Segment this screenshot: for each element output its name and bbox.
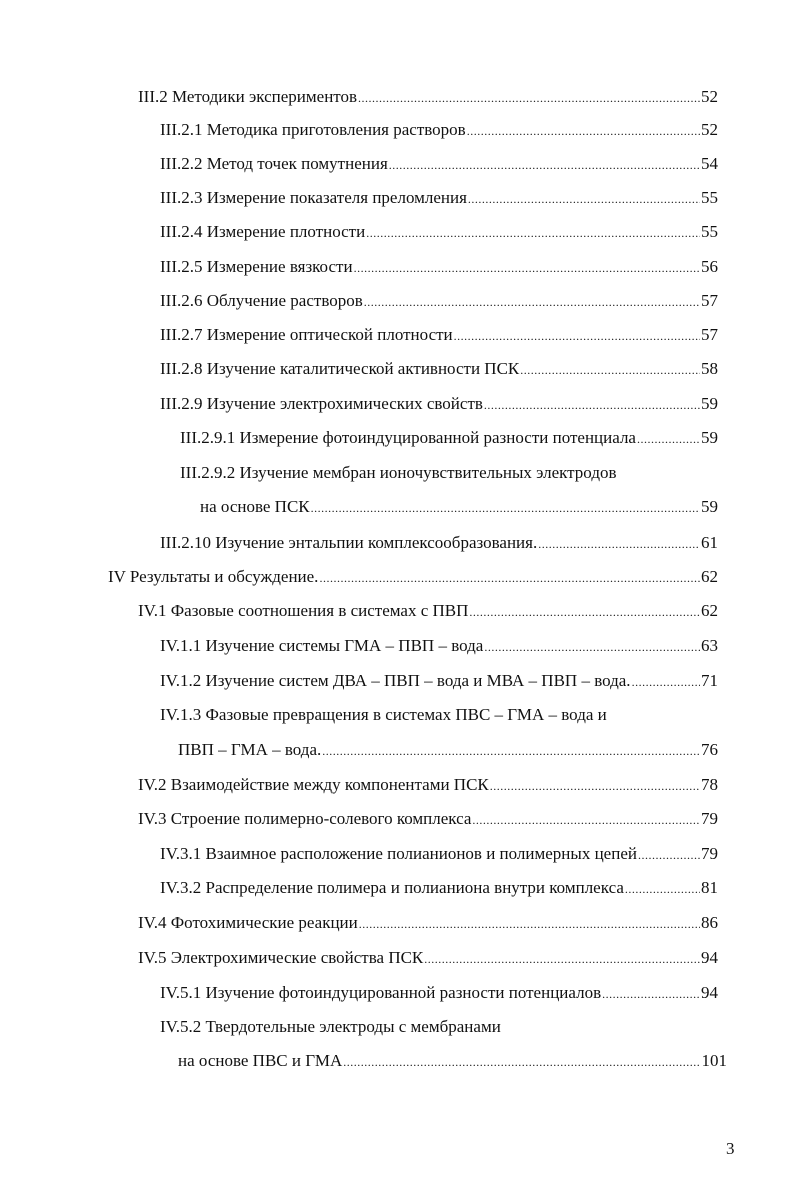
toc-entry bbox=[160, 393, 718, 416]
toc-entry-title: III.2.6 Облучение растворов bbox=[160, 291, 363, 310]
toc-entry bbox=[160, 119, 718, 142]
toc-entry-page: 57 bbox=[701, 291, 718, 310]
toc-leader bbox=[389, 154, 700, 176]
toc-entry-title-line1: IV.5.2 Твердотельные электроды с мембранами bbox=[160, 1017, 501, 1036]
toc-entry-title: IV.5 Электрохимические свойства ПСК bbox=[138, 948, 424, 967]
toc-entry-title: III.2.10 Изучение энтальпии комплексообразования. bbox=[160, 533, 538, 552]
toc-entry bbox=[160, 635, 718, 658]
toc-entry-title: III.2.9.1 Измерение фотоиндуцированной разности потенциала bbox=[180, 428, 636, 447]
toc-entry-title: IV.3.1 Взаимное расположение полианионов и полимерных цепей bbox=[160, 844, 637, 863]
toc-entry-page: 62 bbox=[701, 567, 718, 586]
toc-leader bbox=[343, 1051, 700, 1073]
toc-leader bbox=[538, 533, 700, 555]
toc-entry bbox=[138, 912, 718, 935]
toc-entry-title: IV.5.1 Изучение фотоиндуцированной разности потенциалов bbox=[160, 983, 602, 1002]
toc-leader bbox=[469, 601, 700, 623]
toc-leader bbox=[364, 291, 700, 313]
toc-entry-page: 55 bbox=[701, 222, 718, 241]
toc-entry-title: III.2.9 Изучение электрохимических свойств bbox=[160, 394, 483, 413]
toc-entry-title-line1: IV.1.3 Фазовые превращения в системах ПВС – ГМА – вода и bbox=[160, 705, 607, 724]
toc-entry bbox=[180, 427, 718, 450]
toc-entry-page: 59 bbox=[701, 497, 718, 516]
toc-entry-title: IV.1.2 Изучение систем ДВА – ПВП – вода и МВА – ПВП – вода. bbox=[160, 671, 631, 690]
toc-leader bbox=[637, 428, 700, 450]
toc-leader bbox=[602, 983, 700, 1005]
toc-entry bbox=[160, 358, 718, 381]
toc-entry-page: 86 bbox=[701, 913, 718, 932]
toc-entry bbox=[160, 843, 718, 866]
toc-entry-page: 59 bbox=[701, 394, 718, 413]
toc-entry-page: 54 bbox=[701, 154, 718, 173]
toc-entry bbox=[138, 774, 718, 797]
toc-leader bbox=[358, 87, 700, 109]
toc-entry-page: 81 bbox=[701, 878, 718, 897]
toc-leader bbox=[359, 913, 700, 935]
toc-leader bbox=[322, 740, 700, 762]
toc-entry-title: IV.1 Фазовые соотношения в системах с ПВП bbox=[138, 601, 469, 620]
toc-entry-page: 57 bbox=[701, 325, 718, 344]
toc-entry bbox=[160, 670, 718, 693]
toc-leader bbox=[625, 878, 700, 900]
page-number: 3 bbox=[726, 1139, 735, 1158]
toc-leader bbox=[638, 844, 700, 866]
toc-entry-title: III.2.1 Методика приготовления растворов bbox=[160, 120, 466, 139]
toc-entry-page: 52 bbox=[701, 120, 718, 139]
toc-entry-title: IV.1.1 Изучение системы ГМА – ПВП – вода bbox=[160, 636, 484, 655]
toc-entry-title: IV Результаты и обсуждение. bbox=[108, 567, 319, 586]
toc-leader bbox=[632, 671, 700, 693]
toc-entry-title: III.2.5 Измерение вязкости bbox=[160, 257, 353, 276]
toc-entry bbox=[160, 221, 718, 244]
toc-entry-title: IV.2 Взаимодействие между компонентами ПСК bbox=[138, 775, 489, 794]
toc-leader bbox=[484, 394, 700, 416]
toc-leader bbox=[354, 257, 700, 279]
toc-entry-page: 78 bbox=[701, 775, 718, 794]
toc-entry-page: 79 bbox=[701, 844, 718, 863]
toc-entry-title-line2: на основе ПВС и ГМА bbox=[178, 1051, 343, 1070]
toc-entry-page: 61 bbox=[701, 533, 718, 552]
toc-leader bbox=[468, 188, 700, 210]
toc-leader bbox=[520, 359, 700, 381]
toc-entry-title: III.2.4 Измерение плотности bbox=[160, 222, 366, 241]
toc-entry-title-line1: III.2.9.2 Изучение мембран ионочувствительных электродов bbox=[180, 463, 617, 482]
toc-entry-title: IV.3.2 Распределение полимера и полианиона внутри комплекса bbox=[160, 878, 624, 897]
toc-entry-page: 79 bbox=[701, 809, 718, 828]
toc-leader bbox=[467, 120, 700, 142]
toc-entry bbox=[160, 324, 718, 347]
toc-entry bbox=[138, 600, 718, 623]
toc-entry-page: 101 bbox=[701, 1051, 727, 1070]
toc-entry bbox=[108, 566, 718, 589]
toc-entry-page: 52 bbox=[701, 87, 718, 106]
toc-entry bbox=[160, 290, 718, 313]
toc-leader bbox=[424, 948, 700, 970]
toc-entry bbox=[178, 1050, 727, 1073]
toc-entry bbox=[160, 532, 718, 555]
toc-leader bbox=[311, 497, 700, 519]
toc-entry-title: III.2.2 Метод точек помутнения bbox=[160, 154, 388, 173]
toc-entry-page: 58 bbox=[701, 359, 718, 378]
toc-leader bbox=[319, 567, 700, 589]
toc-entry-page: 76 bbox=[701, 740, 718, 759]
toc-entry-page: 71 bbox=[701, 671, 718, 690]
toc-entry bbox=[160, 187, 718, 210]
toc-entry-title: III.2.7 Измерение оптической плотности bbox=[160, 325, 453, 344]
toc-entry-page: 62 bbox=[701, 601, 718, 620]
toc-entry-title: IV.4 Фотохимические реакции bbox=[138, 913, 358, 932]
toc-entry-page: 59 bbox=[701, 428, 718, 447]
toc-entry-title: III.2 Методики экспериментов bbox=[138, 87, 358, 106]
toc-entry-title-line2: на основе ПСК bbox=[200, 497, 310, 516]
toc-entry-title: IV.3 Строение полимерно-солевого комплекса bbox=[138, 809, 472, 828]
toc-entry bbox=[138, 808, 718, 831]
toc-entry bbox=[178, 739, 718, 762]
toc-entry-page: 55 bbox=[701, 188, 718, 207]
toc-entry-title-line2: ПВП – ГМА – вода. bbox=[178, 740, 322, 759]
toc-entry-page: 94 bbox=[701, 983, 718, 1002]
toc-leader bbox=[484, 636, 700, 658]
toc-entry-page: 63 bbox=[701, 636, 718, 655]
toc-leader bbox=[454, 325, 700, 347]
toc-entry bbox=[160, 982, 718, 1005]
toc-entry bbox=[160, 877, 718, 900]
toc-entry-page: 56 bbox=[701, 257, 718, 276]
toc-entry bbox=[138, 86, 718, 109]
toc-entry bbox=[160, 153, 718, 176]
toc-entry-title: III.2.3 Измерение показателя преломления bbox=[160, 188, 467, 207]
toc-leader bbox=[490, 775, 700, 797]
toc-entry-title: III.2.8 Изучение каталитической активности ПСК bbox=[160, 359, 520, 378]
toc-leader bbox=[472, 809, 700, 831]
toc-entry bbox=[138, 947, 718, 970]
toc-leader bbox=[366, 222, 700, 244]
toc-entry bbox=[200, 496, 718, 519]
toc-entry bbox=[160, 256, 718, 279]
toc-entry-page: 94 bbox=[701, 948, 718, 967]
